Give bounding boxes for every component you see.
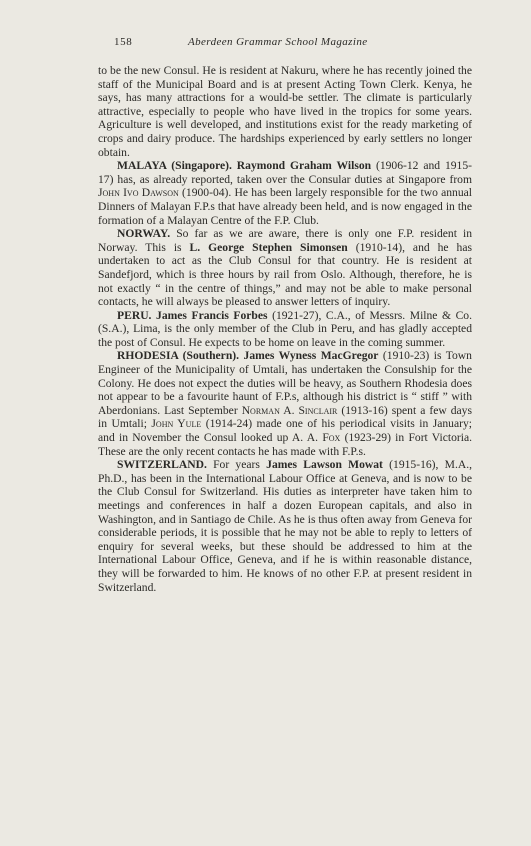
malaya-consul-name: Raymond Graham Wilson — [236, 159, 372, 173]
rhodesia-text-3: (1914-24) made one of his periodical visits in January; and in November the Consul looked up A. A. — [98, 417, 473, 445]
switzerland-text-2: (1915-16), M.A., Ph.D., has been in the International Labour Office at Geneva, and is now to be the Club Consul for Switzerland. His duties as interpreter have taken him to meetings and conferences in half a dozen European capitals, and also in Washington, and in Santiago de Chile. As he is thus often away from Geneva for considerable periods, it is possible that he may not be able to reply to letters of enquiry for several weeks, but these should be addressed to him at the International Labour Office, Geneva, and if he is within reasonable distance, they will be forwarded to him. He knows of no other F.P. at present resident in Switzerland. — [98, 458, 473, 594]
switzerland-consul-name: James Lawson Mowat — [266, 458, 383, 472]
magazine-page — [98, 36, 472, 594]
article-body — [98, 64, 472, 594]
peru-paragraph — [98, 309, 472, 350]
norway-text-1: So far as we are aware, there is only one F.P. resident in Norway. This is — [98, 227, 472, 254]
norway-consul-name: L. George Stephen Simonsen — [189, 240, 348, 254]
rhodesia-text-4: (1923-29) in Fort Victoria. These are the only recent contacts he has made with F.P.s. — [98, 431, 472, 458]
malaya-text-1: (1906-12 and 1915-17) has, as already reported, taken over the Consular duties at Singapore from — [98, 159, 472, 186]
running-head — [98, 36, 472, 54]
switzerland-heading: SWITZERLAND. — [117, 458, 207, 472]
malaya-predecessor-name: John Ivo Dawson — [98, 186, 179, 200]
rhodesia-consul-name: James Wyness MacGregor — [243, 349, 379, 363]
rhodesia-text-1: (1910-23) is Town Engineer of the Municipality of Umtali, has undertaken the Consulship for the Colony. He does not expect the duties will be heavy, as Southern Rhodesia does not appear to be a favourite haunt of F.P.s, although his district is “ stiff ” with Aberdonians. Last September — [98, 349, 472, 417]
rhodesia-visitor-3: Fox — [322, 431, 341, 445]
kenya-text: to be the new Consul. He is resident at Nakuru, where he has recently joined the staff of the Municipal Board and is at present Acting Town Clerk. Kenya, he says, has many attractions for a would-be settler. The climate is particularly attractive, especially to people who have lived in the tropics for some years. Agriculture is well developed, and institutions exist for the ready marketing of crops and dairy produce. The hardships experienced by early settlers no longer obtain. — [98, 64, 472, 159]
malaya-paragraph — [98, 159, 472, 227]
page-number: 158 — [114, 36, 133, 48]
norway-heading: NORWAY. — [117, 227, 171, 241]
malaya-text-2: (1900-04). He has been largely responsible for the two annual Dinners of Malayan F.P.s that have already been held, and is now engaged in the formation of a Malayan Centre of the F.P. Club. — [98, 186, 472, 227]
rhodesia-visitor-1: Norman A. Sinclair — [241, 403, 338, 417]
rhodesia-text-2: (1913-16) spent a few days in Umtali; — [98, 403, 472, 431]
switzerland-paragraph — [98, 458, 472, 594]
peru-heading: PERU. — [117, 308, 152, 322]
rhodesia-paragraph — [98, 349, 472, 458]
peru-text: (1921-27), C.A., of Messrs. Milne & Co. (S.A.), Lima, is the only member of the Club in Peru, and has gladly accepted the post of Consul. He expects to be home on leave in the coming summer. — [98, 308, 472, 349]
rhodesia-heading: RHODESIA (Southern). — [117, 349, 240, 363]
peru-consul-name: James Francis Forbes — [156, 308, 268, 322]
norway-paragraph — [98, 227, 472, 309]
norway-text-2: (1910-14), and he has undertaken to act as the Club Consul for that country. He is resident at Sandefjord, which is three hours by rail from Oslo. Although, therefore, he is not exactly “ in the centre of things,” and may not be able to make personal contacts, he will always be pleased to answer letters of inquiry. — [98, 240, 472, 309]
kenya-paragraph — [98, 64, 472, 159]
rhodesia-visitor-2: John Yule — [151, 417, 202, 431]
malaya-heading: MALAYA (Singapore). — [117, 159, 232, 173]
journal-title: Aberdeen Grammar School Magazine — [188, 36, 368, 48]
switzerland-text-1: For years — [213, 458, 260, 472]
